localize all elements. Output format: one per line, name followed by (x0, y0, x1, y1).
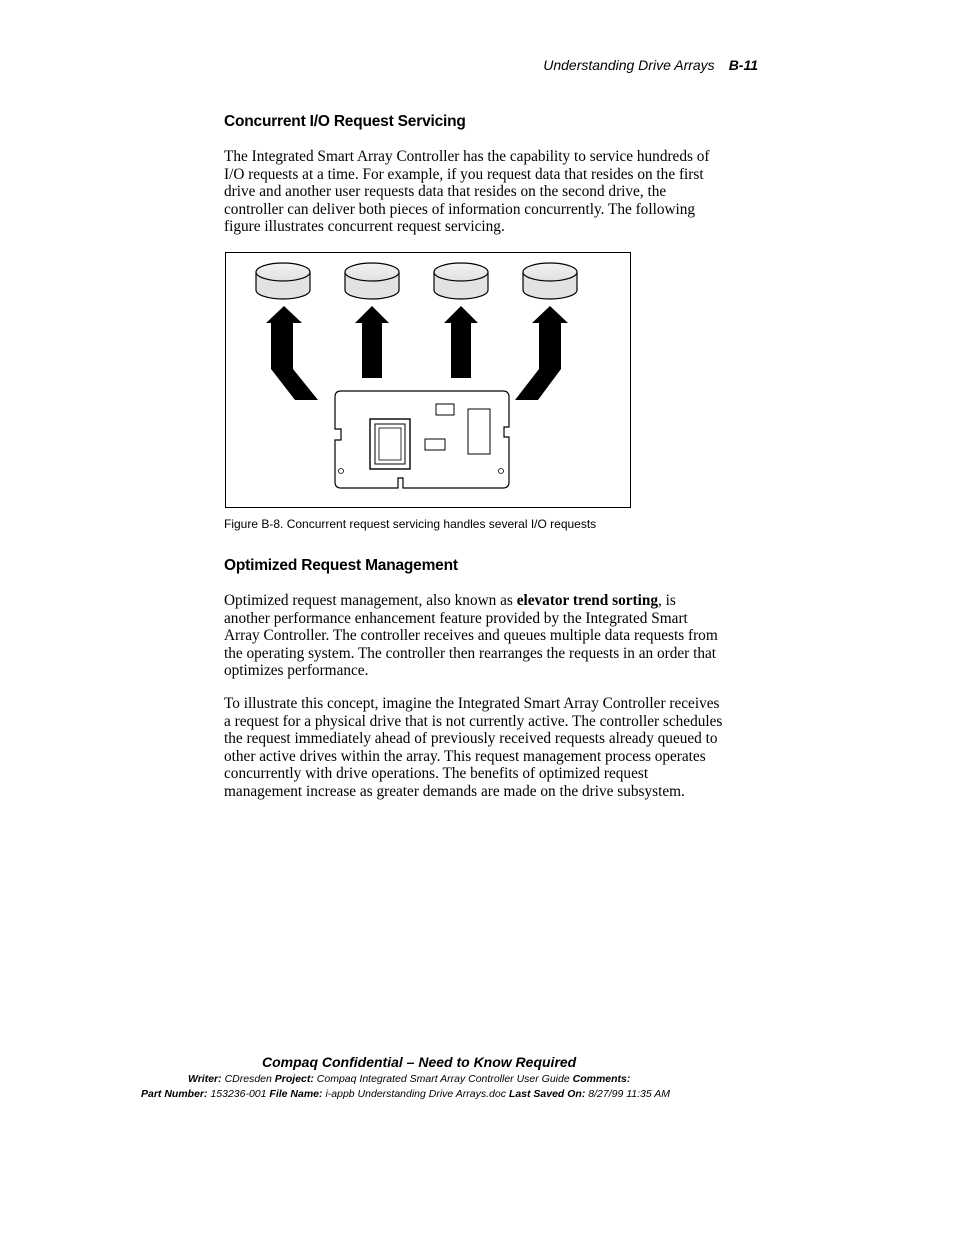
paragraph-optimized-1 (224, 592, 724, 680)
paragraph-concurrent: The Integrated Smart Array Controller has the capability to service hundreds of I/O requests at a time. For example, if you request data that resides on the first drive and another user requests data that resides on the second drive, the controller can deliver both pieces of information concurrently. The following figure illustrates concurrent request servicing. (224, 148, 710, 235)
paragraph-text: , is another performance enhancement feature provided by the Integrated Smart Array Controller. The controller receives and queues multiple data requests from the operating system. The controller then rearranges the requests in an order that optimizes performance. (224, 592, 718, 679)
last-saved-label: Last Saved On: (508, 1088, 586, 1100)
last-saved-value: 8/27/99 11:35 AM (588, 1088, 671, 1100)
paragraph-optimized-2: To illustrate this concept, imagine the Integrated Smart Array Controller receives a request for a physical drive that is not currently active. The controller schedules the request immediately ahead of previously received requests already queued to other active drives within the array. This request management process operates concurrently with drive operations. The benefits of optimized request management increase as greater demands are made on the drive subsystem. (224, 695, 723, 800)
arrow-up-icon (355, 306, 389, 378)
file-name-value: i-appb Understanding Drive Arrays.doc (325, 1088, 506, 1100)
arrow-up-icon (515, 306, 568, 400)
page-number: B-11 (728, 57, 758, 73)
section-heading-concurrent: Concurrent I/O Request Servicing (224, 113, 466, 130)
figure-concurrent-servicing (225, 252, 631, 508)
paragraph-text: Optimized request management, also known as (224, 592, 517, 609)
controller-board-icon (335, 391, 509, 488)
arrow-up-icon (266, 306, 318, 400)
comments-label: Comments: (572, 1073, 631, 1085)
file-name-label: File Name: (269, 1088, 323, 1100)
footer-meta-line-1 (188, 1073, 630, 1085)
figure-caption: Figure B-8. Concurrent request servicing handles several I/O requests (224, 517, 597, 531)
writer-value: CDresden (224, 1073, 272, 1085)
chapter-title: Understanding Drive Arrays (543, 57, 715, 73)
drive-icon (523, 263, 577, 299)
part-number-value: 153236-001 (210, 1088, 267, 1100)
arrow-up-icon (444, 306, 478, 378)
writer-label: Writer: (188, 1073, 222, 1085)
project-value: Compaq Integrated Smart Array Controller User Guide (316, 1073, 570, 1085)
footer-meta-line-2 (141, 1088, 670, 1100)
footer-confidential: Compaq Confidential – Need to Know Required (262, 1054, 577, 1070)
project-label: Project: (274, 1073, 314, 1085)
drive-icon (256, 263, 310, 299)
bold-term: elevator trend sorting (516, 592, 659, 609)
drive-icon (345, 263, 399, 299)
running-header (543, 57, 758, 73)
drive-icon (434, 263, 488, 299)
section-heading-optimized: Optimized Request Management (224, 557, 458, 574)
part-number-label: Part Number: (141, 1088, 208, 1100)
